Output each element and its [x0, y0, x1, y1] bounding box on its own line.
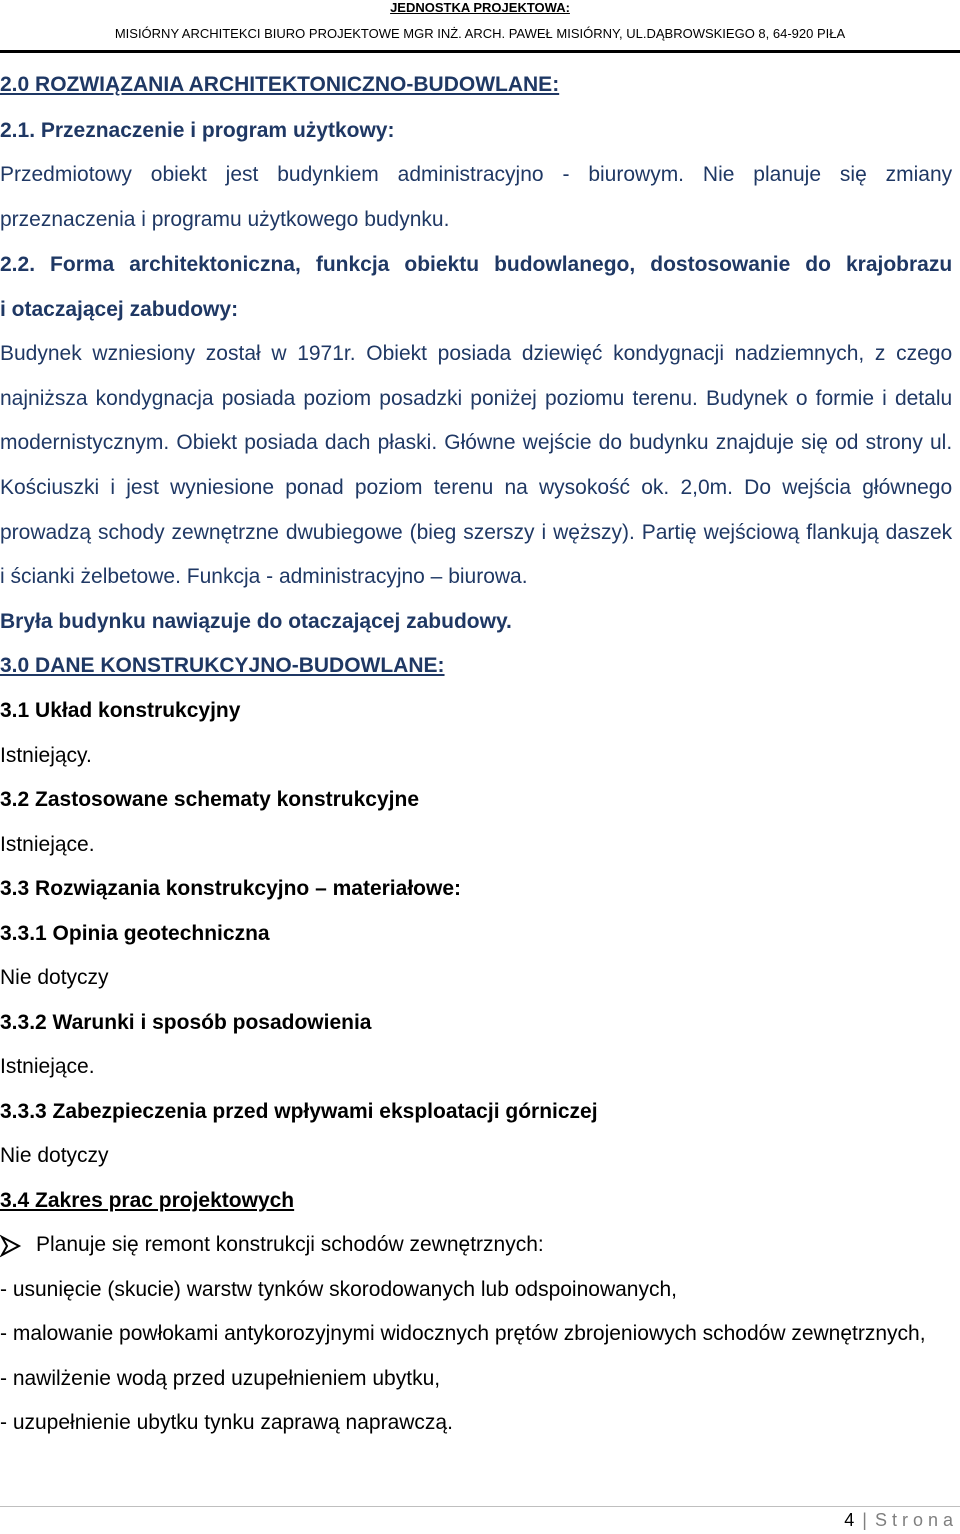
section-3-heading: 3.0 DANE KONSTRUKCYJNO-BUDOWLANE:: [0, 654, 445, 677]
section-2-1-heading: 2.1. Przeznaczenie i program użytkowy:: [0, 119, 395, 142]
section-2-2-line-3: modernistycznym. Obiekt posiada dach płaski. Główne wejście do budynku znajduje się od strony ul.: [0, 431, 958, 454]
section-2-2-line-5: prowadzą schody zewnętrzne dwubiegowe (bieg szerszy i węższy). Partię wejściową flankują daszek: [0, 521, 958, 544]
section-3-4-heading: 3.4 Zakres prac projektowych: [0, 1189, 295, 1212]
section-2-2-bold-line: Bryła budynku nawiązuje do otaczającej zabudowy.: [0, 610, 512, 633]
header-title: JEDNOSTKA PROJEKTOWA:: [390, 0, 570, 15]
page-number: 4: [844, 1510, 855, 1530]
section-3-4-item-3: - nawilżenie wodą przed uzupełnieniem ubytku,: [0, 1367, 441, 1390]
section-3-3-1-text: Nie dotyczy: [0, 966, 109, 989]
section-3-2-text: Istniejące.: [0, 833, 95, 856]
section-3-3-1-heading: 3.3.1 Opinia geotechniczna: [0, 922, 270, 945]
page-label: Strona: [874, 1510, 958, 1530]
section-3-2-heading: 3.2 Zastosowane schematy konstrukcyjne: [0, 788, 420, 811]
section-2-2-line-1: Budynek wzniesiony został w 1971r. Obiekt posiada dziewięć kondygnacji nadziemnych, z czego: [0, 342, 958, 365]
section-2-2-line-2: najniższa kondygnacja posiada poziom posadzki poniżej poziomu terenu. Budynek o formie i detalu: [0, 387, 958, 410]
section-3-1-heading: 3.1 Układ konstrukcyjny: [0, 699, 241, 722]
footer-rule: [0, 1506, 960, 1507]
header-subtitle: MISIÓRNY ARCHITEKCI BIURO PROJEKTOWE MGR INŻ. ARCH. PAWEŁ MISIÓRNY, UL.DĄBROWSKIEGO 8, 64-920 PIŁA: [114, 26, 846, 41]
section-3-4-item-2: - malowanie powłokami antykorozyjnymi widocznych prętów zbrojeniowych schodów zewnętrznych,: [0, 1322, 926, 1345]
section-3-3-2-heading: 3.3.2 Warunki i sposób posadowienia: [0, 1011, 372, 1034]
footer-separator: |: [862, 1510, 867, 1530]
section-2-2-heading-line-1: 2.2. Forma architektoniczna, funkcja obiektu budowlanego, dostosowanie do krajobrazu: [0, 253, 958, 276]
section-3-1-text: Istniejący.: [0, 744, 92, 767]
section-2-1-line-2: przeznaczenia i programu użytkowego budynku.: [0, 208, 450, 231]
section-3-4-item-1: - usunięcie (skucie) warstw tynków skorodowanych lub odspoinowanych,: [0, 1278, 677, 1301]
section-2-2-heading-line-2: i otaczającej zabudowy:: [0, 298, 239, 321]
section-2-2-line-6: i ścianki żelbetowe. Funkcja - administracyjno – biurowa.: [0, 565, 528, 588]
header-rule: [0, 50, 960, 53]
section-3-3-2-text: Istniejące.: [0, 1055, 95, 1078]
section-3-4-item-4: - uzupełnienie ubytku tynku zaprawą naprawczą.: [0, 1411, 453, 1434]
section-2-2-line-4: Kościuszki i jest wyniesione ponad poziom terenu na wysokość ok. 2,0m. Do wejścia głównego: [0, 476, 958, 499]
section-3-3-3-text: Nie dotyczy: [0, 1144, 109, 1167]
section-2-1-line-1: Przedmiotowy obiekt jest budynkiem administracyjno - biurowym. Nie planuje się zmiany: [0, 163, 958, 186]
section-3-3-heading: 3.3 Rozwiązania konstrukcyjno – materiałowe:: [0, 877, 461, 900]
arrow-bullet-icon: [0, 1232, 22, 1258]
section-3-4-bullet-text: Planuje się remont konstrukcji schodów zewnętrznych:: [36, 1233, 544, 1256]
section-3-3-3-heading: 3.3.3 Zabezpieczenia przed wpływami eksploatacji górniczej: [0, 1100, 598, 1123]
page-footer: [844, 1510, 958, 1531]
section-2-heading: 2.0 ROZWIĄZANIA ARCHITEKTONICZNO-BUDOWLANE:: [0, 73, 560, 96]
